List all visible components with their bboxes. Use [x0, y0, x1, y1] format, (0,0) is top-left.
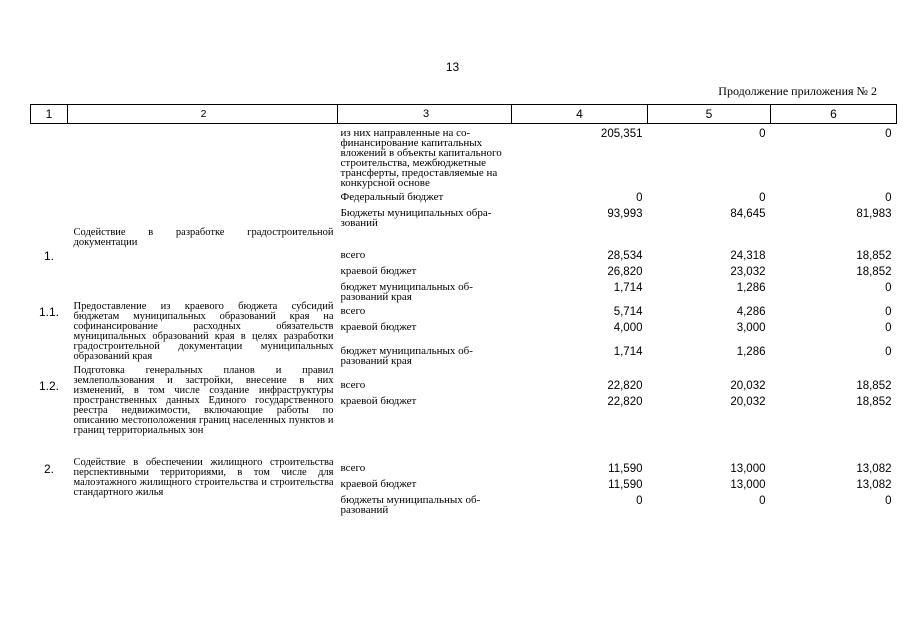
- row-value-5: 24,318: [730, 250, 766, 262]
- row-source: краевой бюджет: [340, 265, 417, 277]
- row-value-4: 11,590: [608, 463, 643, 475]
- row-value-4: 11,590: [608, 479, 643, 491]
- table-row: [31, 124, 897, 189]
- table-row: [31, 458, 897, 475]
- row-value-5: 84,645: [730, 208, 766, 220]
- row-value-5: 3,000: [736, 322, 766, 334]
- row-source: бюджет муниципальных образований края: [340, 281, 473, 303]
- row-value-4: 0: [636, 495, 643, 507]
- row-value-6: 18,852: [856, 396, 892, 408]
- row-value-4: 28,534: [607, 250, 643, 262]
- row-value-6: 0: [885, 346, 892, 358]
- row-value-4: 1,714: [613, 346, 643, 358]
- table-row: [31, 302, 897, 318]
- row-number: 2.: [43, 462, 54, 476]
- row-source: всего: [340, 249, 366, 261]
- row-name: Содействие в разработке градостроительной документации: [73, 227, 334, 248]
- row-value-6: 13,082: [856, 479, 892, 491]
- row-number: [31, 124, 68, 189]
- header-row: [31, 105, 897, 124]
- row-value-4: 93,993: [607, 208, 643, 220]
- row-value-5: 13,000: [730, 479, 766, 491]
- row-value-6: 0: [885, 306, 892, 318]
- row-value-4: 0: [636, 192, 643, 204]
- table-row: [31, 228, 897, 262]
- row-value-6: 18,852: [856, 250, 892, 262]
- row-number: 1.1.: [38, 305, 59, 319]
- row-source: бюджет муниципальных образований края: [340, 345, 473, 367]
- row-value-5: 20,032: [730, 380, 766, 392]
- continuation-note: Продолжение приложения № 2: [718, 84, 877, 98]
- header-col-3: 3: [338, 105, 512, 124]
- row-value-5: 0: [759, 192, 766, 204]
- row-value-4: 5,714: [613, 306, 643, 318]
- row-source: Федеральный бюджет: [340, 191, 444, 203]
- row-source: из них направленные на софинансирование капитальных вложений в объекты капитального строительства, межбюджетные трансферты, предоставляемые на конкурсной основе: [340, 127, 502, 189]
- row-source: краевой бюджет: [340, 321, 417, 333]
- row-name: [68, 204, 338, 228]
- row-name: Содействие в обеспечении жилищного строительства перспективными территориями, в том числе для малоэтажного жилищного строительства и строительства стандартного жилья: [73, 457, 334, 498]
- row-value-6: 0: [885, 495, 892, 507]
- row-value-6: 0: [885, 128, 892, 140]
- row-source: всего: [340, 462, 366, 474]
- row-name: [68, 124, 338, 189]
- row-value-6: 0: [885, 192, 892, 204]
- row-value-6: 18,852: [856, 380, 892, 392]
- row-value-4: 205,351: [600, 128, 643, 140]
- row-number: 1.: [43, 249, 54, 263]
- header-col-6: 6: [771, 105, 897, 124]
- row-name: Подготовка генеральных планов и правил землепользования и застройки, внесение в них изменений, в том числе создание инфраструктуры пространственных данных Единого государственного реестра недвижимости, включающие работы по описанию местоположения границ населенных пунктов и границ территориальных зон: [73, 365, 334, 436]
- row-source: краевой бюджет: [340, 478, 417, 490]
- page-number: 13: [445, 60, 460, 74]
- row-number: [31, 188, 68, 204]
- row-value-5: 0: [759, 128, 766, 140]
- budget-table: [30, 104, 897, 515]
- row-value-6: 0: [885, 282, 892, 294]
- header-col-5: 5: [648, 105, 771, 124]
- row-number: [31, 204, 68, 228]
- row-value-5: 1,286: [736, 346, 766, 358]
- row-source: бюджеты муниципальных образований: [340, 494, 481, 516]
- row-value-5: 1,286: [736, 282, 766, 294]
- table-row: [31, 204, 897, 228]
- row-source: Бюджеты муниципальных образований: [340, 207, 492, 229]
- row-value-4: 26,820: [607, 266, 643, 278]
- row-name: [68, 188, 338, 204]
- header-col-1: 1: [31, 105, 68, 124]
- row-value-5: 0: [759, 495, 766, 507]
- row-value-6: 18,852: [856, 266, 892, 278]
- row-value-5: 4,286: [736, 306, 766, 318]
- header-col-4: 4: [512, 105, 648, 124]
- row-source: всего: [340, 305, 366, 317]
- row-number: 1.2.: [38, 379, 59, 393]
- row-value-4: 22,820: [607, 396, 643, 408]
- row-value-5: 23,032: [730, 266, 766, 278]
- header-col-2: 2: [68, 105, 338, 124]
- table-row: [31, 188, 897, 204]
- table-row: [31, 366, 897, 392]
- row-source: краевой бюджет: [340, 395, 417, 407]
- row-source: всего: [340, 379, 366, 391]
- row-value-6: 0: [885, 322, 892, 334]
- row-value-6: 81,983: [856, 208, 892, 220]
- row-value-4: 1,714: [613, 282, 643, 294]
- row-value-4: 22,820: [607, 380, 643, 392]
- row-value-6: 13,082: [856, 463, 892, 475]
- row-value-5: 13,000: [730, 463, 766, 475]
- row-name: Предоставление из краевого бюджета субсидий бюджетам муниципальных образований края на софинансирование расходных обязательств муниципальных образований края в целях разработки градостроительной документации муниципальных образований края: [73, 301, 334, 362]
- row-value-5: 20,032: [730, 396, 766, 408]
- row-value-4: 4,000: [613, 322, 643, 334]
